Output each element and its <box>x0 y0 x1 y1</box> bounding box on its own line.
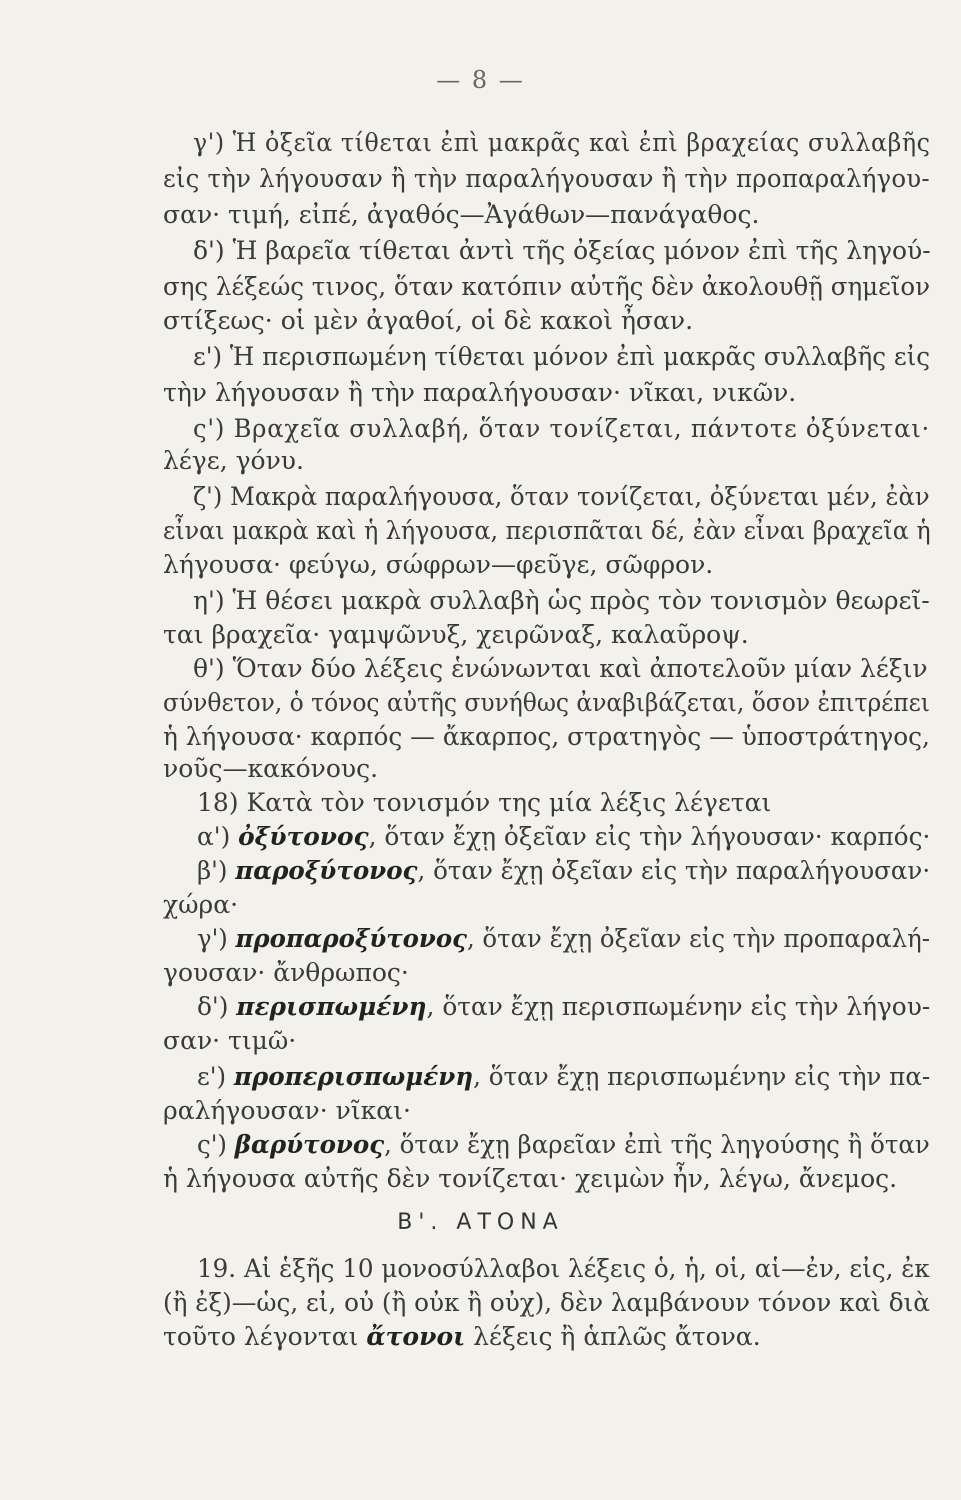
text-line: ραλήγουσαν· νῖκαι· <box>163 1096 411 1125</box>
text-line: 18) Κατὰ τὸν τονισμόν της μία λέξις λέγεται <box>197 788 772 817</box>
text-line: σύνθετον, ὁ τόνος αὐτῆς συνήθως ἀναβιβάζεται, ὅσον ἐπιτρέπει <box>163 688 930 717</box>
text-line: 19. Αἱ ἑξῆς 10 μονοσύλλαβοι λέξεις ὁ, ἡ, οἱ, αἱ—ἐν, εἰς, ἐκ <box>197 1254 930 1283</box>
section-heading: Β'. ΑΤΟΝΑ <box>397 1210 564 1235</box>
text-line: ται βραχεῖα· γαμψῶνυξ, χειρῶναξ, καλαῦροψ. <box>163 620 749 649</box>
text-line: η') Ἡ θέσει μακρὰ συλλαβὴ ὡς πρὸς τὸν τονισμὸν θεωρεῖ- <box>193 586 930 615</box>
text-line: γ') Ἡ ὀξεῖα τίθεται ἐπὶ μακρᾶς καὶ ἐπὶ βραχείας συλλαβῆς <box>193 128 931 157</box>
definition-line: δ') περισπωμένη, ὅταν ἔχῃ περισπωμένην εἰς τὴν λήγου- <box>197 992 931 1021</box>
definition-line: ε') προπερισπωμένη, ὅταν ἔχῃ περισπωμένην εἰς τὴν πα- <box>197 1062 931 1091</box>
definition-line: τοῦτο λέγονται ἄτονοι λέξεις ἢ ἁπλῶς ἄτονα. <box>163 1322 761 1351</box>
text-line: εἶναι μακρὰ καὶ ἡ λήγουσα, περισπᾶται δέ, ἐὰν εἶναι βραχεῖα ἡ <box>163 516 931 545</box>
page-number: — 8 — <box>436 66 525 94</box>
text-line: σης λέξεώς τινος, ὅταν κατόπιν αὐτῆς δὲν ἀκολουθῇ σημεῖον <box>163 272 931 301</box>
text-line: ε') Ἡ περισπωμένη τίθεται μόνον ἐπὶ μακρᾶς συλλαβῆς εἰς <box>193 342 931 371</box>
text-line: τὴν λήγουσαν ἢ τὴν παραλήγουσαν· νῖκαι, νικῶν. <box>163 378 797 407</box>
text-line: εἰς τὴν λήγουσαν ἢ τὴν παραλήγουσαν ἢ τὴν προπαραλήγου- <box>163 164 930 193</box>
term-perispomeni: περισπωμένη <box>236 992 427 1021</box>
term-oxytonos: ὀξύτονος <box>238 822 369 851</box>
text-line: ζ') Μακρὰ παραλήγουσα, ὅταν τονίζεται, ὀξύνεται μέν, ἐὰν <box>193 482 930 511</box>
text-line: (ἢ ἐξ)—ὡς, εἰ, οὐ (ἢ οὐκ ἢ οὐχ), δὲν λαμβάνουν τόνον καὶ διὰ <box>163 1288 930 1317</box>
text-line: λέγε, γόνυ. <box>163 446 304 475</box>
text-line: ἡ λήγουσα· καρπός — ἄκαρπος, στρατηγὸς — ὑποστράτηγος, <box>163 722 930 751</box>
text-line: θ') Ὅταν δύο λέξεις ἑνώνωνται καὶ ἀποτελοῦν μίαν λέξιν <box>193 654 928 683</box>
term-paroxytonos: παροξύτονος <box>235 856 418 885</box>
text-line: στίξεως· οἱ μὲν ἀγαθοί, οἱ δὲ κακοὶ ἦσαν. <box>163 306 694 335</box>
term-atonoi: ἄτονοι <box>366 1322 466 1351</box>
definition-line: α') ὀξύτονος, ὅταν ἔχῃ ὀξεῖαν εἰς τὴν λήγουσαν· καρπός· <box>197 822 931 851</box>
text-line: γουσαν· ἄνθρωπος· <box>163 958 409 987</box>
text-line: σαν· τιμή, εἰπέ, ἀγαθός—Ἀγάθων—πανάγαθος. <box>163 200 760 229</box>
term-proparoxytonos: προπαροξύτονος <box>235 924 467 953</box>
definition-line: ς') βαρύτονος, ὅταν ἔχῃ βαρεῖαν ἐπὶ τῆς ληγούσης ἢ ὅταν <box>197 1130 930 1159</box>
term-barytonos: βαρύτονος <box>234 1130 385 1159</box>
text-line: λήγουσα· φεύγω, σώφρων—φεῦγε, σῶφρον. <box>163 550 714 579</box>
text-line: ς') Βραχεῖα συλλαβή, ὅταν τονίζεται, πάντοτε ὀξύνεται· <box>193 414 931 443</box>
text-line: σαν· τιμῶ· <box>163 1026 297 1055</box>
text-line: νοῦς—κακόνους. <box>163 754 379 783</box>
term-properispomeni: προπερισπωμένη <box>233 1062 474 1091</box>
text-line: χώρα· <box>163 890 239 919</box>
text-line: ἡ λήγουσα αὐτῆς δὲν τονίζεται· χειμὼν ἦν, λέγω, ἄνεμος. <box>163 1164 898 1193</box>
definition-line: β') παροξύτονος, ὅταν ἔχῃ ὀξεῖαν εἰς τὴν παραλήγουσαν· <box>197 856 931 885</box>
definition-line: γ') προπαροξύτονος, ὅταν ἔχῃ ὀξεῖαν εἰς τὴν προπαραλή- <box>197 924 930 953</box>
text-line: δ') Ἡ βαρεῖα τίθεται ἀντὶ τῆς ὀξείας μόνον ἐπὶ τῆς ληγού- <box>193 236 931 265</box>
